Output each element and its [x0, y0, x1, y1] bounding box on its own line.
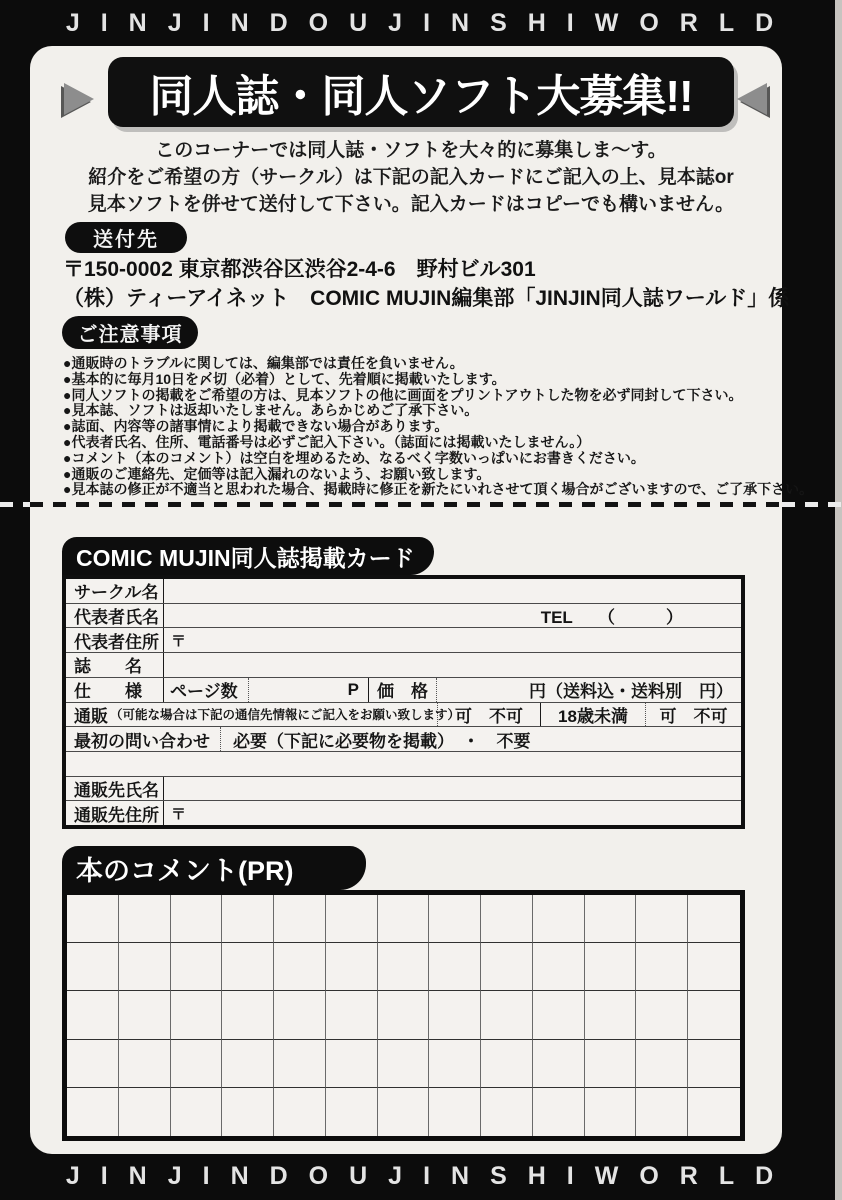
- comment-grid-cell: [222, 1088, 274, 1136]
- mailorder-note: （可能な場合は下記の通信先情報にご記入をお願い致します）: [110, 708, 461, 723]
- comment-grid-cell: [481, 943, 533, 991]
- note-item: ●見本誌の修正が不適当と思われた場合、掲載時に修正を新たにいれさせて頂く場合がございますので、ご了承下さい。: [63, 481, 814, 498]
- address-line: 〒150-0002 東京都渋谷区渋谷2-4-6 野村ビル301: [63, 258, 536, 281]
- row-label: 代表者氏名: [66, 604, 164, 628]
- comment-grid-cell: [119, 1088, 171, 1136]
- comment-grid-cell: [274, 895, 326, 943]
- comment-grid-cell: [326, 943, 378, 991]
- price-unit: 円（送料込・送料別: [529, 682, 682, 702]
- comment-grid-cell: [67, 991, 119, 1039]
- recruiting-title-banner: [108, 57, 734, 127]
- page-title: 同人誌・同人ソフト大募集!!: [149, 72, 693, 121]
- blank-field: [164, 628, 741, 652]
- comment-grid-cell: [636, 895, 688, 943]
- pages-cell: [164, 678, 368, 702]
- intro-text: [61, 137, 761, 218]
- intro-line: このコーナーでは同人誌・ソフトを大々的に募集しま～す。: [155, 140, 667, 161]
- comment-grid-cell: [429, 991, 481, 1039]
- comment-grid-cell: [378, 943, 430, 991]
- bottom-banner: [0, 1153, 842, 1200]
- blank-field: [164, 579, 741, 603]
- notes-list: [63, 356, 813, 498]
- comment-grid-cell: [119, 991, 171, 1039]
- table-row-specs: [66, 677, 741, 702]
- cut-line: [30, 502, 782, 507]
- comment-grid-cell: [378, 895, 430, 943]
- mailorder-allowed-cell: 可 不可: [437, 703, 540, 727]
- row-label: 代表者住所: [66, 628, 164, 652]
- table-row-mailorder-address: [66, 800, 741, 825]
- blank-field: [164, 801, 741, 825]
- comment-grid-cell: [688, 1088, 740, 1136]
- first-inquiry-label: 最初の問い合わせ: [74, 731, 210, 751]
- submission-card-heading: COMIC MUJIN同人誌掲載カード: [62, 537, 434, 575]
- table-row-magazine-name: [66, 652, 741, 677]
- comment-grid-cell: [274, 1040, 326, 1088]
- top-banner-text: JINJINDOUJINSHIWORLD: [65, 9, 795, 37]
- comment-grid-cell: [585, 1088, 637, 1136]
- scan-edge-strip: [835, 0, 842, 1200]
- cut-line-right: [782, 502, 842, 507]
- tel-label: TEL （ ）: [540, 608, 683, 628]
- table-row-circle-name: [66, 579, 741, 603]
- comment-grid-cell: [585, 895, 637, 943]
- comment-grid-cell: [171, 1088, 223, 1136]
- blank-field: [164, 653, 741, 677]
- comment-grid-cell: [636, 1088, 688, 1136]
- comment-grid-cell: [636, 943, 688, 991]
- table-row-representative-name: [66, 603, 741, 628]
- comment-grid-cell: [585, 943, 637, 991]
- comment-grid-cell: [326, 991, 378, 1039]
- row-label: 通販先氏名: [66, 777, 164, 801]
- under18-allowed-cell: 可 不可: [645, 703, 741, 727]
- comment-grid-cell: [119, 943, 171, 991]
- comment-grid-cell: [688, 1040, 740, 1088]
- comment-grid-cell: [222, 895, 274, 943]
- comment-grid-cell: [429, 1088, 481, 1136]
- comment-grid-cell: [429, 895, 481, 943]
- comment-grid-cell: [171, 991, 223, 1039]
- pages-label: ページ数: [170, 682, 238, 702]
- comment-grid-cell: [533, 895, 585, 943]
- comment-grid-cell: [326, 895, 378, 943]
- comment-grid-cell: [585, 991, 637, 1039]
- comment-grid-cell: [481, 1088, 533, 1136]
- blank-field: [66, 752, 741, 776]
- table-row-mailorder-name: [66, 776, 741, 801]
- blank-field: [164, 777, 741, 801]
- left-arrow-icon: [64, 83, 94, 115]
- pages-unit: P: [347, 679, 359, 699]
- shipping-address: [63, 255, 789, 313]
- comment-grid-cell: [274, 943, 326, 991]
- shipping-address-heading: 送付先: [65, 222, 187, 253]
- note-item: ●コメント（本のコメント）は空白を埋めるため、なるべく字数いっぱいにお書きください。: [63, 449, 645, 466]
- note-item: ●代表者氏名、住所、電話番号は必ずご記入下さい。（誌面には掲載いたしません。）: [63, 433, 591, 450]
- comment-grid-cell: [378, 991, 430, 1039]
- table-row-first-inquiry: [66, 726, 741, 751]
- row-label: 仕 様: [66, 678, 164, 702]
- comment-grid-cell: [481, 895, 533, 943]
- book-comment-heading: 本のコメント(PR): [62, 846, 366, 890]
- row-label: 誌 名: [66, 653, 164, 677]
- comment-grid-cell: [585, 1040, 637, 1088]
- comment-grid-cell: [222, 1040, 274, 1088]
- note-item: ●通販のご連絡先、定価等は記入漏れのないよう、お願い致します。: [63, 465, 491, 482]
- under18-label-cell: 18歳未満: [540, 703, 645, 727]
- comment-grid-cell: [171, 1040, 223, 1088]
- notes-heading: ご注意事項: [62, 316, 198, 349]
- postal-mark: 〒: [171, 805, 187, 823]
- comment-grid-cell: [326, 1088, 378, 1136]
- bottom-banner-text: JINJINDOUJINSHIWORLD: [65, 1162, 795, 1190]
- comment-grid-cell: [119, 1040, 171, 1088]
- note-item: ●通販時のトラブルに関しては、編集部では責任を負いません。: [63, 355, 464, 371]
- intro-line: 紹介をご希望の方（サークル）は下記の記入カードにご記入の上、見本誌or: [88, 167, 734, 188]
- comment-grid-cell: [533, 1088, 585, 1136]
- comment-grid-cell: [636, 991, 688, 1039]
- comment-grid-cell: [688, 991, 740, 1039]
- note-item: ●見本誌、ソフトは返却いたしません。あらかじめご了承下さい。: [63, 402, 479, 419]
- comment-grid-cell: [171, 895, 223, 943]
- comment-grid-cell: [688, 895, 740, 943]
- comment-grid-cell: [119, 895, 171, 943]
- comment-grid-cell: [378, 1040, 430, 1088]
- comment-grid-cell: [67, 895, 119, 943]
- postal-mark: 〒: [171, 632, 187, 650]
- price-cell: [368, 678, 741, 702]
- comment-grid-cell: [378, 1088, 430, 1136]
- address-line: （株）ティーアイネット COMIC MUJIN編集部「JINJIN同人誌ワールド」係: [63, 287, 790, 310]
- comment-grid-cell: [67, 1040, 119, 1088]
- price-label: 価 格: [377, 682, 428, 702]
- comment-grid-cell: [429, 1040, 481, 1088]
- mailorder-label-cell: [66, 703, 461, 727]
- comment-grid-cell: [222, 991, 274, 1039]
- comment-grid-cell: [67, 1088, 119, 1136]
- top-banner: [0, 0, 842, 47]
- intro-line: 見本ソフトを併せて送付して下さい。記入カードはコピーでも構いません。: [87, 194, 735, 215]
- comment-grid-cell: [171, 943, 223, 991]
- note-item: ●同人ソフトの掲載をご希望の方は、見本ソフトの他に画面をプリントアウトした物を必ず同封して下さい。: [63, 386, 743, 403]
- comment-grid-cell: [326, 1040, 378, 1088]
- table-row-blank: [66, 751, 741, 776]
- cut-line-left: [0, 502, 30, 507]
- comment-grid-cell: [67, 943, 119, 991]
- dotted-divider: [436, 678, 529, 702]
- table-row-representative-address: [66, 627, 741, 652]
- comment-grid-cell: [222, 943, 274, 991]
- first-inquiry-value: 必要（下記に必要物を掲載） ・ 不要: [220, 727, 741, 751]
- right-pointing-triangle-icon: [64, 83, 94, 115]
- row-label: サークル名: [66, 579, 164, 603]
- comment-grid-cell: [481, 1040, 533, 1088]
- comment-grid-cell: [274, 991, 326, 1039]
- comment-grid-cell: [533, 1040, 585, 1088]
- comment-grid-cell: [533, 991, 585, 1039]
- price-unit-close: 円）: [699, 682, 733, 702]
- note-item: ●誌面、内容等の諸事情により掲載できない場合があります。: [63, 418, 449, 435]
- dotted-divider: [248, 678, 348, 702]
- left-pointing-triangle-icon: [737, 83, 767, 115]
- mailorder-label: 通販: [74, 706, 108, 726]
- comment-grid-cell: [533, 943, 585, 991]
- right-arrow-icon: [737, 83, 767, 115]
- comment-grid-cell: [636, 1040, 688, 1088]
- table-row-mailorder: [66, 702, 741, 727]
- row-label: 通販先住所: [66, 801, 164, 825]
- submission-card-table: [62, 575, 745, 829]
- note-item: ●基本的に毎月10日を〆切（必着）として、先着順に掲載いたします。: [63, 370, 506, 387]
- comment-grid-cell: [688, 943, 740, 991]
- blank-field: [164, 604, 741, 628]
- comment-grid-cell: [274, 1088, 326, 1136]
- comment-grid-cell: [481, 991, 533, 1039]
- comment-grid: [62, 890, 745, 1141]
- comment-grid-cell: [429, 943, 481, 991]
